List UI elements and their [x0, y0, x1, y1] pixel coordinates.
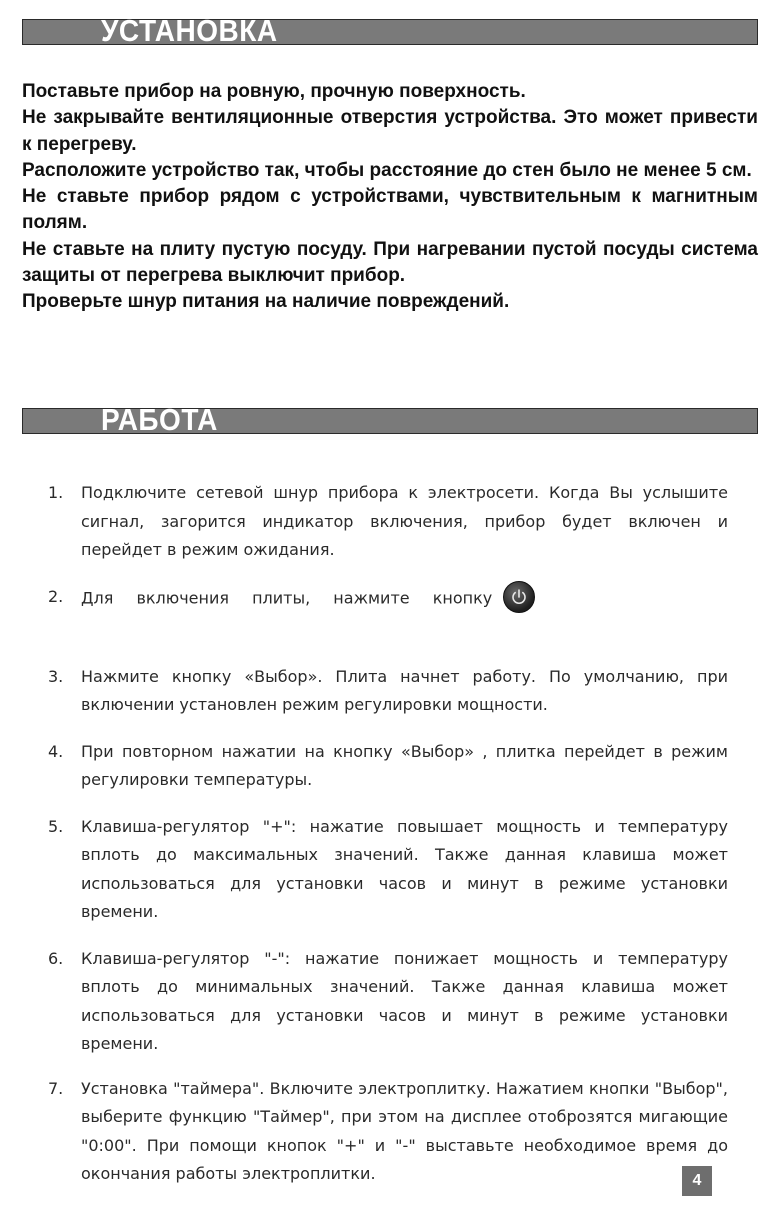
step-item — [48, 1075, 728, 1189]
step-number: 6. — [48, 948, 64, 968]
step-number: 2. — [48, 586, 64, 606]
install-paragraph: Не ставьте прибор рядом с устройствами, чувствительным к магнитным полям. — [22, 186, 758, 234]
step-number: 3. — [48, 666, 64, 686]
step-item — [48, 479, 728, 565]
work-section-header — [22, 403, 758, 437]
step-item — [48, 583, 728, 615]
install-paragraph: Не ставьте на плиту пустую посуду. При нагревании пустой посуды система защиты от перегрева выключит прибор. — [22, 238, 758, 287]
step-text: При повторном нажатии на кнопку «Выбор» , плитка перейдет в режим регулировки температуры. — [81, 741, 728, 789]
page-number: 4 — [682, 1166, 712, 1196]
step-number: 4. — [48, 741, 64, 761]
install-section-header — [22, 14, 758, 48]
step-text: Для включения плиты, нажмите кнопку — [81, 588, 493, 607]
step-number: 1. — [48, 483, 64, 502]
step-item — [48, 945, 728, 1059]
install-paragraph: Не закрывайте вентиляционные отверстия устройства. Это может привести к перегреву. — [22, 107, 758, 155]
install-heading: УСТАНОВКА — [101, 14, 278, 48]
install-paragraph: Проверьте шнур питания на наличие повреждений. — [22, 291, 510, 313]
work-heading: РАБОТА — [101, 403, 218, 437]
step-item — [48, 813, 728, 927]
step-item — [48, 663, 728, 720]
step-text: Установка "таймера". Включите электроплитку. Нажатием кнопки "Выбор", выберите функцию "Таймер", при этом на дисплее отоброзятся мигающие "0:00". При помощи кнопок "+" и "-" выставьте необходимое время до окончания работы электроплитки. — [81, 1078, 728, 1183]
install-paragraph: Расположите устройство так, чтобы расстояние до стен было не менее 5 см. — [22, 159, 752, 181]
step-number: 7. — [48, 1078, 64, 1098]
step-number: 5. — [48, 816, 64, 836]
step-text: Нажмите кнопку «Выбор». Плита начнет работу. По умолчанию, при включении установлен режим регулировки мощности. — [81, 666, 728, 714]
step-text: Клавиша-регулятор "+": нажатие повышает мощность и температуру вплоть до максимальных значений. Также данная клавиша может использоваться для установки часов и минут в режиме установки времени. — [81, 816, 728, 921]
install-instructions — [22, 79, 758, 316]
step-text: Подключите сетевой шнур прибора к электросети. Когда Вы услышите сигнал, загорится индикатор включения, прибор будет включен и перейдет в режим ожидания. — [81, 483, 728, 559]
step-text: Клавиша-регулятор "-": нажатие понижает мощность и температуру вплоть до минимальных значений. Также данная клавиша может использоваться для установки часов и минут в режиме установки времени. — [81, 948, 728, 1053]
power-icon — [503, 581, 535, 613]
work-steps-list — [48, 479, 728, 1189]
install-paragraph: Поставьте прибор на ровную, прочную поверхность. — [22, 81, 526, 102]
step-item — [48, 738, 728, 795]
